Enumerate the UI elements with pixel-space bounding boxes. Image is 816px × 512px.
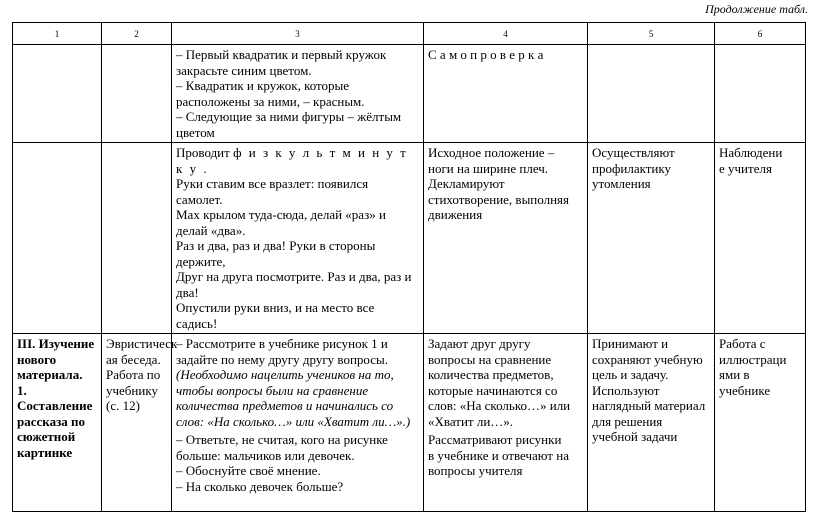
text-line: цель и задачу. xyxy=(592,367,669,382)
text-line: ями в xyxy=(719,367,750,382)
column-number: 3 xyxy=(172,23,424,45)
text-line: Эвристическ xyxy=(106,336,178,351)
text-line: е учителя xyxy=(719,160,772,176)
column-number: 2 xyxy=(102,23,172,45)
text-line: нового xyxy=(17,351,57,367)
text-line: рассказа по xyxy=(17,413,86,429)
text-line: сюжетной xyxy=(17,429,76,444)
cell-uud xyxy=(588,143,715,334)
text-line: вопросы на сравнение xyxy=(428,351,552,367)
cell-control xyxy=(715,334,806,512)
text-line: вопросы учителя xyxy=(428,463,523,478)
cell-method xyxy=(102,143,172,334)
text-line: движения xyxy=(428,207,483,222)
text-line: Работа с xyxy=(719,336,766,351)
text-line: Работа по xyxy=(106,367,161,382)
text-line: держите, xyxy=(176,253,226,269)
text-line: больше: мальчиков или девочек. xyxy=(176,447,355,463)
text-line: для решения xyxy=(592,413,663,429)
text-line: самолет. xyxy=(176,191,223,207)
text-line: которые начинаются со xyxy=(428,382,558,398)
text-line: (Необходимо нацелить учеников на то, xyxy=(176,367,394,382)
column-number: 6 xyxy=(715,23,806,45)
text-line: садись! xyxy=(176,315,218,331)
text-line: делай «два». xyxy=(176,222,246,238)
cell-student-activity xyxy=(424,143,588,334)
text-line: – Квадратик и кружок, которые xyxy=(176,78,350,93)
text-line: Раз и два, раз и два! Руки в стороны xyxy=(176,238,376,253)
cell-method xyxy=(102,45,172,143)
text-line: сохраняют учебную xyxy=(592,351,703,367)
text-line: слов: «На сколько…» или xyxy=(428,398,571,413)
cell-student-activity xyxy=(424,45,588,143)
text-line: два! xyxy=(176,284,199,300)
text-line: Используют xyxy=(592,382,660,398)
text-line: в учебнике и отвечают на xyxy=(428,447,569,463)
text-line: стихотворение, выполняя xyxy=(428,191,569,207)
text-line: количества предметов, xyxy=(428,367,554,382)
text-line: Рассматривают рисунки xyxy=(428,432,562,447)
text-line: Осуществляют xyxy=(592,145,675,160)
cell-control xyxy=(715,143,806,334)
text-line: наглядный материал xyxy=(592,398,706,413)
column-number: 1 xyxy=(13,23,102,45)
text-line: Опустили руки вниз, и на место все xyxy=(176,300,375,315)
continuation-note: Продолжение табл. xyxy=(705,2,808,16)
text-line: – Первый квадратик и первый кружок xyxy=(176,47,387,62)
text-line: Мах крылом туда-сюда, делай «раз» и xyxy=(176,207,386,222)
cell-method xyxy=(102,334,178,512)
text-line: иллюстраци xyxy=(719,351,787,367)
text-line: Принимают и xyxy=(592,336,669,351)
text-line: – Следующие за ними фигуры – жёлтым xyxy=(176,109,402,124)
text-line: расположены за ними, – красным. xyxy=(176,93,365,109)
text-line: учебнике xyxy=(719,382,771,398)
cell-stage xyxy=(13,143,102,334)
text-line: С а м о п р о в е р к а xyxy=(428,47,544,62)
column-number: 5 xyxy=(588,23,715,45)
cell-uud xyxy=(588,45,715,143)
text-line: – На сколько девочек больше? xyxy=(176,478,344,494)
text-line: Руки ставим все вразлет: появился xyxy=(176,176,369,191)
text-line: картинке xyxy=(17,444,73,460)
text-fragment: Проводит xyxy=(176,145,230,160)
text-line: цветом xyxy=(176,124,215,140)
text-line: Задают друг другу xyxy=(428,336,531,351)
text-line: профилактику xyxy=(592,160,672,176)
cell-teacher-activity xyxy=(172,334,424,512)
table-row xyxy=(13,143,806,334)
text-line: Исходное положение – xyxy=(428,145,555,160)
text-line: слов: «На сколько…» или «Хватит ли…».) xyxy=(176,413,411,429)
text-line: – Ответьте, не считая, кого на рисунке xyxy=(176,432,388,447)
cell-student-activity xyxy=(424,334,588,512)
table-row xyxy=(13,334,806,512)
text-line: закрасьте синим цветом. xyxy=(176,62,312,78)
text-line: Декламируют xyxy=(428,176,505,191)
text-line: ая беседа. xyxy=(106,351,161,367)
cell-uud xyxy=(588,334,715,512)
text-line: чтобы вопросы были на сравнение xyxy=(176,382,369,398)
table-row xyxy=(13,45,806,143)
lesson-table xyxy=(12,22,806,512)
cell-teacher-activity xyxy=(172,143,424,334)
text-line: III. Изучение xyxy=(17,336,95,351)
cell-stage xyxy=(13,45,102,143)
column-number: 4 xyxy=(424,23,588,45)
text-line: учебной задачи xyxy=(592,429,678,444)
text-line: материала. xyxy=(17,367,83,382)
text-line: (с. 12) xyxy=(106,398,140,413)
text-line: Составление xyxy=(17,398,93,413)
text-line: утомления xyxy=(592,176,651,191)
column-number-row xyxy=(13,23,806,45)
text-line: Друг на друга посмотрите. Раз и два, раз и xyxy=(176,269,412,284)
text-line: – Обоснуйте своё мнение. xyxy=(176,463,321,478)
cell-teacher-activity xyxy=(172,45,424,143)
text-line: – Рассмотрите в учебнике рисунок 1 и xyxy=(176,336,388,351)
text-line: учебнику xyxy=(106,382,158,398)
text-line: 1. xyxy=(17,382,27,398)
text-line: «Хватит ли…». xyxy=(428,413,514,429)
cell-stage xyxy=(13,334,102,512)
text-fragment: ф и з к у л ь т м и н у т к у . xyxy=(176,145,408,176)
cell-control xyxy=(715,45,806,143)
text-line: количества предметов и начинались со xyxy=(176,398,394,413)
text-line: Наблюдени xyxy=(719,145,783,160)
text-line: ноги на ширине плеч. xyxy=(428,160,549,176)
text-line: задайте по нему другу другу вопросы. xyxy=(176,351,388,367)
